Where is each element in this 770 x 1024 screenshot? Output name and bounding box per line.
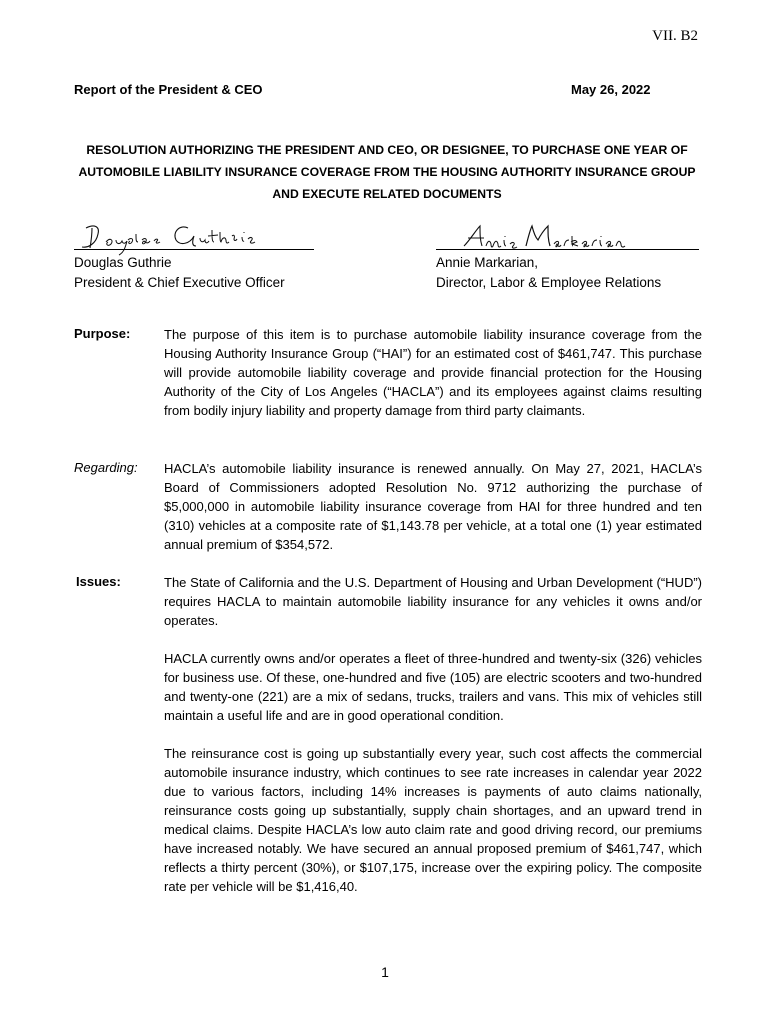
signature-line-left xyxy=(74,249,314,250)
signatory-name: Annie Markarian, xyxy=(436,255,539,270)
page-number: 1 xyxy=(381,964,389,980)
issues-paragraph: HACLA currently owns and/or operates a fleet of three-hundred and twenty-six (326) vehicles for business use. Of these, one-hundred and five (105) are electric scooters and two-hundred and twenty-one (221) are a mix of sedans, trucks, trailers and vans. This mix of vehicles still maintain a useful life and are in good operational condition. xyxy=(164,651,702,723)
resolution-title: RESOLUTION AUTHORIZING THE PRESIDENT AND CEO, OR DESIGNEE, TO PURCHASE ONE YEAR OF AUTOMOBILE LIABILITY INSURANCE COVERAGE FROM THE HOUSING AUTHORITY INSURANCE GROUP AND EXECUTE RELATED DOCUMENTS xyxy=(78,143,696,201)
signatory-name: Douglas Guthrie xyxy=(74,255,172,270)
signatory-role: Director, Labor & Employee Relations xyxy=(436,275,662,290)
issues-paragraph: The reinsurance cost is going up substantially every year, such cost affects the commercial automobile insurance industry, which continues to see rate increases in calendar year 2022 due to various factors, including 14% increases is payments of auto claims nationally, reinsurance costs going up substantially, supply chain shortages, and an upward trend in medical claims. Despite HACLA’s low auto claim rate and good driving record, our premiums have increased notably. We have secured an annual proposed premium of $461,747, which reflects a thirty percent (30%), or $107,175, increase over the expiring policy. The composite rate per vehicle will be $1,416,40. xyxy=(164,746,702,894)
issues-paragraph: The State of California and the U.S. Department of Housing and Urban Development (“HUD”) requires HACLA to maintain automobile liability insurance for any vehicles it owns and/or operates. xyxy=(164,575,702,628)
reference-code: VII. B2 xyxy=(652,28,698,44)
signatory-role: President & Chief Executive Officer xyxy=(74,275,285,290)
regarding-text: HACLA’s automobile liability insurance is renewed annually. On May 27, 2021, HACLA’s Board of Commissioners adopted Resolution No. 9712 authorizing the purchase of $5,000,000 in automobile liability insurance coverage from HAI for three hundred and ten (310) vehicles at a composite rate of $1,143.78 per vehicle, at a total one (1) year estimated annual premium of $354,572. xyxy=(164,461,702,552)
regarding-label: Regarding: xyxy=(74,460,138,475)
signature-line-right xyxy=(436,249,699,250)
signatory-right xyxy=(436,253,661,293)
purpose-text: The purpose of this item is to purchase automobile liability insurance coverage from the Housing Authority Insurance Group (“HAI”) for an estimated cost of $461,747. This purchase will provide automobile liability coverage and provide financial protection for the Housing Authority of the City of Los Angeles (“HACLA”) and its employees against claims resulting from bodily injury liability and property damage from third party claimants. xyxy=(164,327,702,418)
purpose-label: Purpose: xyxy=(74,326,131,341)
issues-label: Issues: xyxy=(76,574,121,589)
signatory-left xyxy=(74,253,285,293)
signature-annie-markarian xyxy=(458,222,630,250)
report-label: Report of the President & CEO xyxy=(74,82,263,97)
report-date: May 26, 2022 xyxy=(571,82,651,97)
